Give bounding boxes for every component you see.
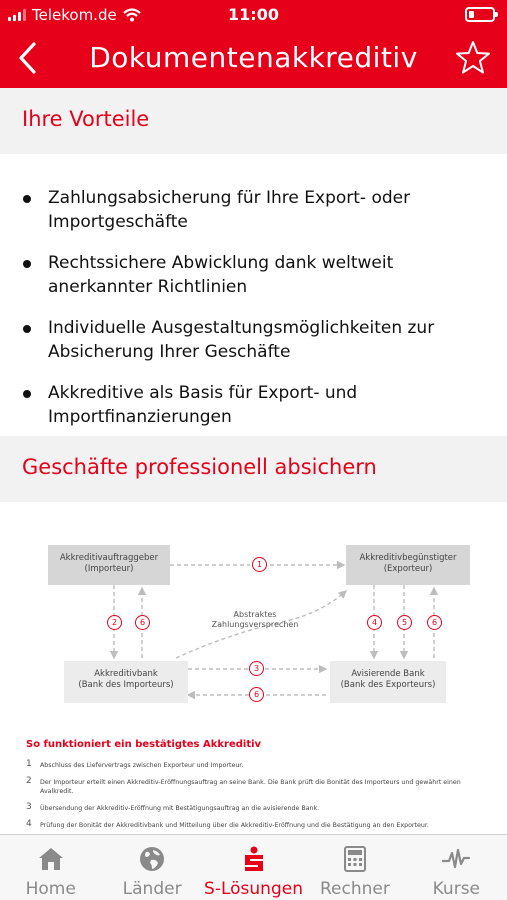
box-sublabel: (Importeur): [84, 564, 134, 574]
tab-label: Home: [25, 879, 76, 899]
step-number: 4: [367, 615, 382, 630]
step-number: 5: [397, 615, 412, 630]
step-number: 1: [252, 557, 267, 572]
list-item: [26, 778, 486, 796]
abstract-line: Zahlungsversprechen: [211, 620, 299, 629]
tab-label: Rechner: [319, 879, 390, 899]
tab-rechner[interactable]: [304, 835, 405, 900]
sparkasse-icon: [239, 844, 269, 874]
step-text: Übersendung der Akkreditiv-Eröffnung mit Bestätigungsauftrag an die avisierende Bank.: [40, 805, 320, 812]
diagram-box-avisierende: [330, 661, 446, 703]
app-header: [0, 0, 507, 88]
step-number: 6: [427, 615, 442, 630]
section-header-vorteile: [0, 88, 507, 154]
diagram-box-akkreditivbank: [64, 661, 188, 703]
akkreditiv-diagram: [16, 513, 492, 843]
step-text: Der Importeur erteilt einen Akkreditiv-Eröffnungsauftrag an seine Bank. Die Bank prüft die Bonität des Importeurs und gewährt einen Avalkredit.: [40, 779, 461, 795]
calculator-icon: [340, 844, 370, 874]
step-number: 6: [135, 615, 150, 630]
list-item: Rechtssichere Abwicklung dank weltweit anerkannter Richtlinien: [0, 251, 507, 299]
abstract-line: Abstraktes: [233, 610, 277, 619]
tab-bar: [0, 834, 507, 900]
step-number: 6: [249, 687, 264, 702]
abstract-promise-label: [200, 610, 310, 630]
step-number: 2: [107, 615, 122, 630]
list-item: Zahlungsabsicherung für Ihre Export- oder Importgeschäfte: [0, 186, 507, 234]
page-title: Dokumentenakkreditiv: [89, 41, 418, 74]
tab-label: S-Lösungen: [204, 879, 303, 899]
battery-icon: [465, 7, 495, 22]
box-label: Akkreditivbegünstigter: [359, 553, 457, 563]
list-item: [26, 761, 486, 770]
step-index: 2: [26, 776, 32, 786]
box-sublabel: (Bank des Importeurs): [78, 680, 174, 690]
box-sublabel: (Bank des Exporteurs): [340, 680, 436, 690]
box-label: Avisierende Bank: [351, 669, 425, 679]
tab-kurse[interactable]: [406, 835, 507, 900]
star-icon[interactable]: [453, 38, 493, 78]
home-icon: [36, 844, 66, 874]
step-number: 3: [249, 661, 264, 676]
diagram-box-auftraggeber: [48, 545, 170, 585]
list-item: [26, 821, 486, 830]
status-time: 11:00: [228, 5, 279, 24]
tab-label: Länder: [122, 879, 182, 899]
list-item: Individuelle Ausgestaltungsmöglichkeiten zur Absicherung Ihrer Geschäfte: [0, 316, 507, 364]
tab-home[interactable]: [0, 835, 101, 900]
globe-icon: [137, 844, 167, 874]
box-label: Akkreditivauftraggeber: [59, 553, 159, 563]
step-index: 4: [26, 819, 32, 829]
chevron-left-icon[interactable]: [10, 38, 50, 78]
tab-s-loesungen[interactable]: [203, 835, 304, 900]
step-text: Abschluss des Liefervertrags zwischen Exporteur und Importeur.: [40, 762, 244, 769]
section-title-vorteile: Ihre Vorteile: [22, 107, 150, 131]
diagram-box-beguenstigter: [346, 545, 470, 585]
chart-line-icon: [441, 844, 471, 874]
tab-label: Kurse: [432, 879, 481, 899]
tab-laender[interactable]: [101, 835, 202, 900]
section-title-absichern: Geschäfte professionell absichern: [22, 455, 377, 479]
status-bar: [0, 0, 507, 30]
box-sublabel: (Exporteur): [383, 564, 433, 574]
diagram-title: So funktioniert ein bestätigtes Akkreditiv: [26, 739, 262, 750]
box-label: Akkreditivbank: [94, 669, 158, 679]
step-index: 1: [26, 759, 32, 769]
advantages-list: [0, 158, 507, 446]
nav-bar: [0, 30, 507, 88]
list-item: Akkreditive als Basis für Export- und Importfinanzierungen: [0, 381, 507, 429]
step-index: 3: [26, 802, 32, 812]
diagram-steps: [26, 761, 486, 838]
section-header-absichern: [0, 436, 507, 502]
carrier-label: Telekom.de: [32, 6, 117, 24]
step-text: Prüfung der Bonität der Akkreditivbank und Mitteilung über die Akkreditiv-Eröffnung und die Bestätigung an den Exporteur.: [40, 822, 429, 829]
list-item: [26, 804, 486, 813]
